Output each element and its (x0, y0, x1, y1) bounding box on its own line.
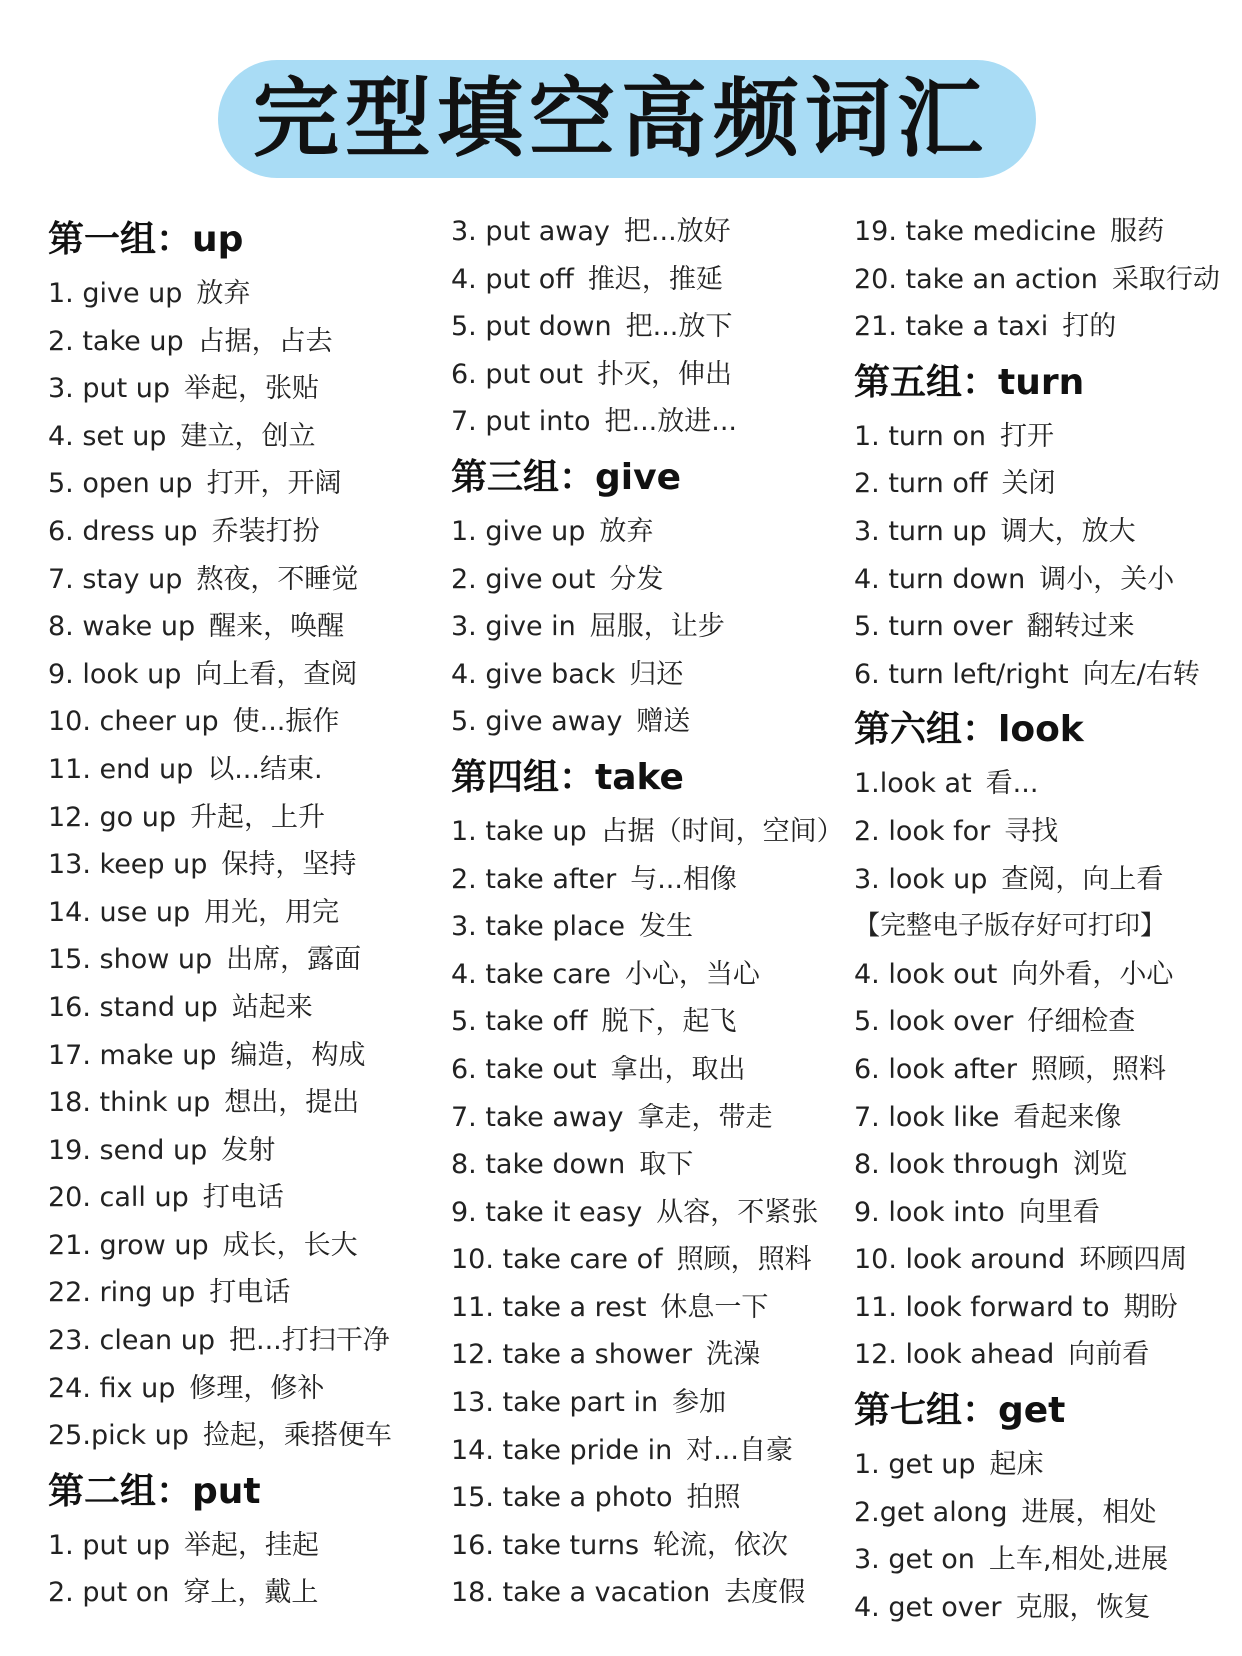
phrase-english: 4. give back (451, 658, 616, 690)
phrase-chinese: 洗澡 (706, 1339, 761, 1371)
phrase-chinese: 仔细检查 (1027, 1006, 1136, 1038)
vocab-item (854, 413, 1234, 461)
vocab-item (451, 1427, 846, 1475)
group-heading-get: 第七组：get (854, 1390, 1066, 1432)
group-list-look-a (854, 760, 1234, 903)
vocab-item (48, 1269, 438, 1317)
phrase-chinese: 乔装打扮 (211, 515, 320, 547)
vocab-item (854, 1284, 1234, 1332)
phrase-chinese: 翻转过来 (1026, 611, 1135, 643)
phrase-chinese: 查阅，向上看 (1001, 863, 1164, 895)
phrase-english: 9. take it easy (451, 1196, 643, 1228)
vocab-item (854, 1536, 1234, 1584)
phrase-chinese: 服药 (1110, 216, 1165, 247)
vocab-item (854, 208, 1234, 256)
phrase-chinese: 把...放进... (604, 406, 737, 438)
vocab-item (48, 1412, 438, 1460)
vocab-item (48, 841, 438, 889)
phrase-chinese: 脱下，起飞 (601, 1006, 737, 1038)
phrase-english: 7. look like (854, 1101, 1000, 1133)
phrase-english: 5. look over (854, 1006, 1014, 1038)
vocab-item (451, 1094, 846, 1142)
phrase-chinese: 打电话 (202, 1182, 284, 1214)
phrase-chinese: 轮流，依次 (653, 1529, 789, 1561)
phrase-english: 18. think up (48, 1087, 211, 1119)
phrase-english: 13. take part in (451, 1387, 659, 1419)
phrase-english: 7. put into (451, 406, 591, 438)
phrase-chinese: 环顾四周 (1079, 1244, 1188, 1276)
phrase-chinese: 发生 (638, 911, 693, 943)
phrase-english: 4. set up (48, 420, 167, 452)
phrase-chinese: 起床 (989, 1449, 1044, 1481)
group-list-take-continued (854, 208, 1234, 351)
phrase-english: 3. take place (451, 911, 625, 943)
phrase-english: 16. stand up (48, 991, 218, 1023)
vocab-item (451, 208, 846, 256)
vocab-item (451, 1284, 846, 1332)
phrase-english: 1. take up (451, 815, 587, 847)
vocab-item (854, 303, 1234, 351)
vocab-item (48, 1522, 438, 1570)
group-list-give (451, 508, 846, 746)
phrase-chinese: 克服，恢复 (1015, 1591, 1151, 1623)
phrase-english: 1. give up (48, 278, 183, 309)
phrase-english: 15. show up (48, 944, 213, 976)
phrase-english: 21. take a taxi (854, 311, 1049, 343)
phrase-chinese: 打电话 (209, 1277, 291, 1309)
vocab-item (48, 460, 438, 508)
vocab-item (48, 746, 438, 794)
phrase-chinese: 寻找 (1004, 815, 1059, 847)
phrase-chinese: 分发 (609, 563, 664, 595)
vocab-item (451, 603, 846, 651)
phrase-chinese: 扑灭，伸出 (596, 358, 732, 390)
vocab-item (451, 508, 846, 556)
phrase-chinese: 取下 (639, 1149, 694, 1181)
phrase-english: 7. take away (451, 1101, 624, 1133)
phrase-english: 11. look forward to (854, 1291, 1110, 1323)
column-3 (854, 208, 1234, 1631)
phrase-english: 3. get on (854, 1544, 975, 1576)
group-heading-put: 第二组：put (48, 1470, 261, 1512)
phrase-english: 3. put away (451, 216, 610, 247)
vocab-item (48, 1365, 438, 1413)
vocab-item (854, 603, 1234, 651)
phrase-chinese: 调小，关小 (1039, 563, 1175, 595)
phrase-english: 1. put up (48, 1529, 171, 1561)
phrase-chinese: 以...结束. (207, 753, 323, 785)
phrase-chinese: 修理，修补 (189, 1372, 325, 1404)
vocab-item (48, 984, 438, 1032)
vocab-item (854, 508, 1234, 556)
phrase-english: 12. look ahead (854, 1339, 1055, 1371)
vocab-item (451, 1379, 846, 1427)
phrase-chinese: 向上看，查阅 (195, 658, 358, 690)
phrase-english: 1.look at (854, 768, 972, 800)
phrase-chinese: 放弃 (599, 515, 654, 547)
vocab-item (451, 1522, 846, 1570)
phrase-english: 5. put down (451, 311, 612, 343)
phrase-chinese: 占据，占去 (197, 325, 333, 357)
phrase-english: 3. look up (854, 863, 988, 895)
phrase-chinese: 保持，坚持 (221, 849, 357, 881)
phrase-chinese: 浏览 (1073, 1149, 1128, 1181)
group-heading-up: 第一组：up (48, 219, 244, 260)
phrase-english: 6. look after (854, 1053, 1017, 1085)
vocab-item (48, 936, 438, 984)
phrase-chinese: 看起来像 (1013, 1101, 1122, 1133)
vocab-item (451, 1141, 846, 1189)
phrase-chinese: 去度假 (724, 1577, 806, 1609)
phrase-english: 22. ring up (48, 1277, 196, 1309)
vocab-item (451, 256, 846, 304)
phrase-english: 2. give out (451, 563, 596, 595)
vocab-item (854, 1046, 1234, 1094)
phrase-english: 9. look into (854, 1196, 1005, 1228)
phrase-chinese: 与...相像 (630, 863, 737, 895)
phrase-chinese: 把...放下 (625, 311, 733, 343)
phrase-english: 8. take down (451, 1149, 626, 1181)
phrase-chinese: 把...打扫干净 (228, 1325, 390, 1357)
phrase-chinese: 想出，提出 (224, 1087, 360, 1119)
phrase-chinese: 举起，挂起 (184, 1529, 320, 1561)
phrase-english: 4. take care (451, 958, 611, 990)
phrase-english: 2. look for (854, 815, 991, 847)
vocab-item (854, 1489, 1234, 1537)
phrase-english: 4. look out (854, 958, 998, 990)
phrase-english: 12. go up (48, 801, 177, 833)
vocab-item (451, 1189, 846, 1237)
vocab-item (451, 903, 846, 951)
phrase-english: 3. turn up (854, 515, 987, 547)
phrase-english: 17. make up (48, 1039, 217, 1071)
phrase-english: 19. send up (48, 1134, 208, 1166)
vocab-item (451, 951, 846, 999)
phrase-english: 10. take care of (451, 1244, 663, 1276)
vocab-item (451, 1046, 846, 1094)
vocab-item (854, 760, 1234, 808)
phrase-chinese: 照顾，照料 (1030, 1053, 1166, 1085)
phrase-english: 6. dress up (48, 515, 198, 547)
phrase-english: 21. grow up (48, 1229, 209, 1261)
phrase-english: 11. end up (48, 753, 194, 785)
vocab-item (451, 303, 846, 351)
phrase-chinese: 向里看 (1018, 1196, 1100, 1228)
vocab-item (451, 856, 846, 904)
vocab-item (48, 1127, 438, 1175)
vocab-item (854, 1094, 1234, 1142)
vocab-item (48, 270, 438, 318)
phrase-english: 1. give up (451, 515, 586, 547)
column-2 (451, 208, 846, 1617)
phrase-chinese: 使...振作 (232, 706, 340, 738)
phrase-english: 1. get up (854, 1449, 976, 1481)
phrase-english: 6. turn left/right (854, 658, 1069, 690)
group-heading-look: 第六组：look (854, 709, 1084, 751)
group-heading-turn: 第五组：turn (854, 361, 1085, 403)
vocab-item (451, 698, 846, 746)
printable-note: 【完整电子版存好可打印】 (854, 911, 1167, 942)
group-list-turn (854, 413, 1234, 699)
phrase-english: 6. take out (451, 1053, 597, 1085)
group-list-get (854, 1441, 1234, 1631)
vocab-item (48, 508, 438, 556)
vocab-item (854, 460, 1234, 508)
phrase-chinese: 拍照 (686, 1482, 741, 1514)
phrase-chinese: 从容，不紧张 (656, 1196, 819, 1228)
phrase-chinese: 把...放好 (623, 216, 731, 247)
phrase-chinese: 编造，构成 (230, 1039, 366, 1071)
phrase-chinese: 参加 (672, 1387, 727, 1419)
phrase-english: 5. open up (48, 468, 193, 500)
phrase-chinese: 捡起，乘搭便车 (202, 1420, 392, 1452)
phrase-chinese: 向外看，小心 (1011, 958, 1174, 990)
phrase-chinese: 小心，当心 (624, 958, 760, 990)
vocab-item (854, 1441, 1234, 1489)
vocab-item (48, 365, 438, 413)
vocab-item (854, 256, 1234, 304)
vocab-item (48, 603, 438, 651)
phrase-chinese: 拿出，取出 (610, 1053, 746, 1085)
phrase-english: 5. turn over (854, 611, 1013, 643)
phrase-english: 2.get along (854, 1496, 1008, 1528)
vocab-item (451, 1236, 846, 1284)
vocab-item (48, 1317, 438, 1365)
phrase-english: 11. take a rest (451, 1291, 647, 1323)
vocab-item (854, 651, 1234, 699)
phrase-chinese: 照顾，照料 (676, 1244, 812, 1276)
phrase-chinese: 建立，创立 (180, 420, 316, 452)
phrase-english: 3. give in (451, 611, 576, 643)
phrase-english: 1. turn on (854, 420, 986, 452)
phrase-chinese: 上车,相处,进展 (988, 1544, 1169, 1576)
phrase-chinese: 穿上，戴上 (183, 1577, 319, 1609)
phrase-english: 4. put off (451, 263, 574, 295)
vocab-item (48, 698, 438, 746)
phrase-english: 4. turn down (854, 563, 1026, 595)
vocab-item (451, 808, 846, 856)
phrase-chinese: 打的 (1062, 311, 1117, 343)
phrase-chinese: 进展，相处 (1021, 1496, 1157, 1528)
phrase-chinese: 对...自豪 (686, 1434, 793, 1466)
vocab-item (451, 1331, 846, 1379)
group-list-take (451, 808, 846, 1617)
phrase-english: 5. take off (451, 1006, 588, 1038)
phrase-english: 8. wake up (48, 611, 196, 643)
vocab-item (48, 1569, 438, 1617)
vocab-item (854, 1584, 1234, 1632)
vocab-item (854, 1236, 1234, 1284)
phrase-english: 23. clean up (48, 1325, 215, 1357)
vocab-item (451, 1569, 846, 1617)
phrase-chinese: 站起来 (231, 991, 313, 1023)
phrase-english: 6. put out (451, 358, 583, 390)
phrase-english: 19. take medicine (854, 216, 1097, 247)
vocab-item (854, 1141, 1234, 1189)
vocab-item (854, 1331, 1234, 1379)
vocab-item (48, 318, 438, 366)
phrase-english: 8. look through (854, 1149, 1060, 1181)
phrase-chinese: 归还 (629, 658, 684, 690)
group-list-put-continued (451, 208, 846, 446)
phrase-english: 13. keep up (48, 849, 208, 881)
phrase-english: 20. take an action (854, 263, 1098, 295)
column-1 (48, 208, 438, 1617)
phrase-english: 7. stay up (48, 563, 183, 595)
phrase-chinese: 成长，长大 (222, 1229, 358, 1261)
phrase-chinese: 关闭 (1001, 468, 1056, 500)
vocab-item (451, 351, 846, 399)
vocab-item (854, 856, 1234, 904)
group-list-put (48, 1522, 438, 1617)
phrase-english: 18. take a vacation (451, 1577, 711, 1609)
vocab-item (451, 398, 846, 446)
phrase-chinese: 放弃 (196, 278, 251, 309)
phrase-chinese: 发射 (221, 1134, 276, 1166)
phrase-english: 14. take pride in (451, 1434, 673, 1466)
phrase-chinese: 熬夜，不睡觉 (196, 563, 359, 595)
phrase-english: 4. get over (854, 1591, 1002, 1623)
phrase-english: 2. turn off (854, 468, 988, 500)
phrase-chinese: 向左/右转 (1082, 658, 1200, 690)
phrase-chinese: 举起，张贴 (184, 373, 320, 405)
vocab-item (854, 1189, 1234, 1237)
vocab-item (48, 1079, 438, 1127)
vocab-item (48, 889, 438, 937)
phrase-chinese: 用光，用完 (204, 896, 340, 928)
phrase-chinese: 看... (985, 768, 1039, 800)
vocab-item (48, 1174, 438, 1222)
phrase-chinese: 向前看 (1068, 1339, 1150, 1371)
phrase-english: 5. give away (451, 706, 623, 738)
phrase-english: 15. take a photo (451, 1482, 673, 1514)
phrase-chinese: 调大，放大 (1000, 515, 1136, 547)
vocab-item (854, 808, 1234, 856)
phrase-english: 2. take after (451, 863, 617, 895)
vocab-item (451, 651, 846, 699)
phrase-chinese: 醒来，唤醒 (209, 611, 345, 643)
group-list-look-b (854, 951, 1234, 1379)
vocab-item (48, 413, 438, 461)
vocab-item (451, 1474, 846, 1522)
vocab-item (48, 556, 438, 604)
phrase-english: 20. call up (48, 1182, 189, 1214)
phrase-english: 10. look around (854, 1244, 1066, 1276)
phrase-chinese: 休息一下 (660, 1291, 769, 1323)
phrase-chinese: 期盼 (1123, 1291, 1178, 1323)
phrase-chinese: 赠送 (636, 706, 691, 738)
phrase-chinese: 屈服，让步 (589, 611, 725, 643)
phrase-english: 10. cheer up (48, 706, 219, 738)
group-heading-give: 第三组：give (451, 456, 681, 498)
phrase-chinese: 拿走，带走 (637, 1101, 773, 1133)
phrase-english: 2. put on (48, 1577, 170, 1609)
phrase-english: 16. take turns (451, 1529, 640, 1561)
vocab-item (451, 998, 846, 1046)
phrase-chinese: 推迟，推延 (587, 263, 723, 295)
vocab-item (854, 951, 1234, 999)
page-title: 完型填空高频词汇 (253, 69, 989, 169)
group-list-up (48, 270, 438, 1460)
vocab-item (854, 556, 1234, 604)
vocab-item (48, 1222, 438, 1270)
phrase-chinese: 升起，上升 (190, 801, 326, 833)
phrase-english: 9. look up (48, 658, 182, 690)
vocab-item (48, 1032, 438, 1080)
phrase-english: 3. put up (48, 373, 171, 405)
phrase-chinese: 打开 (1000, 420, 1054, 452)
phrase-english: 2. take up (48, 325, 184, 357)
vocab-item (451, 556, 846, 604)
phrase-chinese: 占据（时间，空间） (600, 815, 844, 847)
phrase-english: 12. take a shower (451, 1339, 693, 1371)
phrase-chinese: 采取行动 (1111, 263, 1220, 295)
vocab-item (854, 998, 1234, 1046)
phrase-chinese: 出席，露面 (226, 944, 362, 976)
phrase-chinese: 打开，开阔 (206, 468, 342, 500)
phrase-english: 25.pick up (48, 1420, 189, 1452)
group-heading-take: 第四组：take (451, 756, 684, 798)
vocab-item (48, 794, 438, 842)
vocab-item (48, 651, 438, 699)
phrase-english: 14. use up (48, 896, 191, 928)
phrase-english: 24. fix up (48, 1372, 176, 1404)
